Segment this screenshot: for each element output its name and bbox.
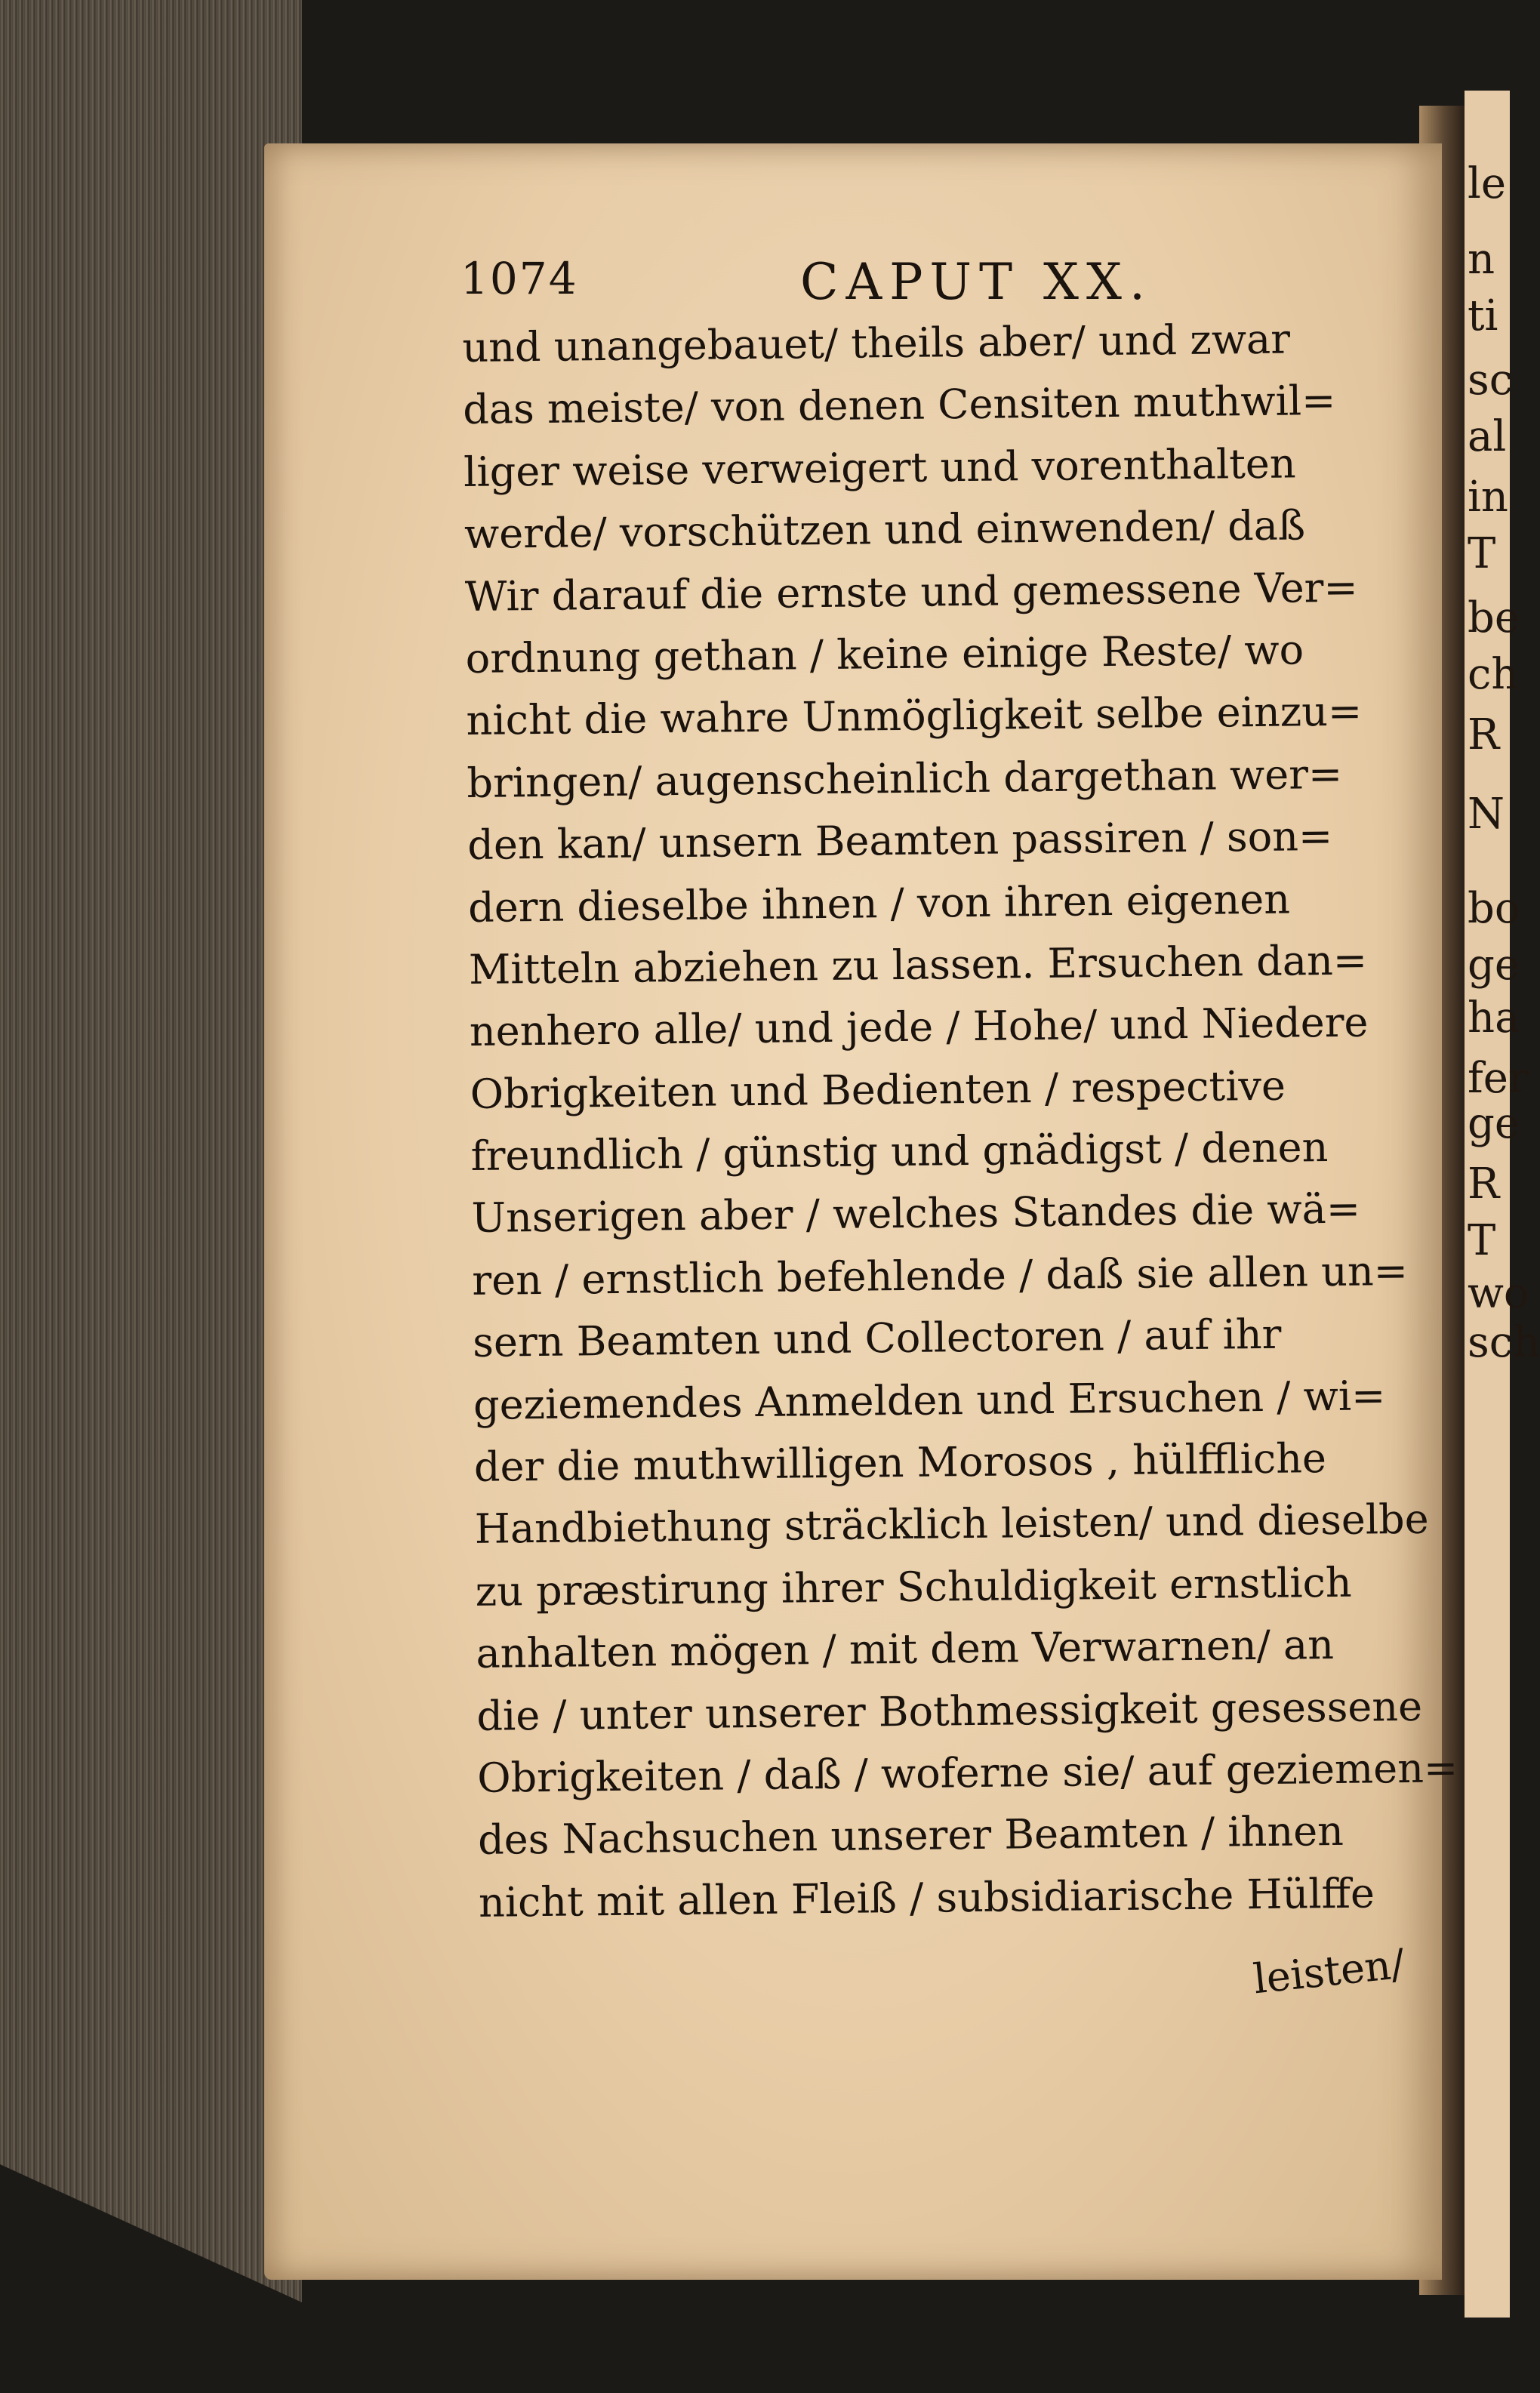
text-line: den kan/ unsern Beamten passiren / son=	[467, 812, 1333, 870]
text-line: freundlich / günstig und gnädigst / denen	[470, 1123, 1329, 1181]
text-line: Obrigkeiten und Bedienten / respective	[470, 1061, 1286, 1118]
text-line: Wir darauf die ernste und gemessene Ver=	[464, 563, 1358, 621]
adjacent-fragment: be	[1468, 593, 1520, 642]
adjacent-fragment: T	[1468, 1216, 1496, 1265]
text-line: Handbiethung sträcklich leisten/ und dieselbe	[474, 1495, 1429, 1554]
adjacent-fragment: wo	[1468, 1269, 1529, 1318]
page-edges	[0, 0, 302, 2302]
adjacent-fragment: sch	[1468, 1318, 1540, 1367]
adjacent-fragment: ge	[1468, 941, 1520, 990]
adjacent-fragment: sc	[1468, 356, 1514, 405]
adjacent-fragment: n	[1468, 235, 1495, 284]
adjacent-fragment: bo	[1468, 884, 1520, 933]
adjacent-fragment: ha	[1468, 993, 1520, 1043]
adjacent-fragment: le	[1468, 159, 1507, 208]
text-line: nenhero alle/ und jede / Hohe/ und Niedere	[469, 998, 1369, 1056]
adjacent-fragment: ch	[1468, 650, 1519, 699]
text-line: und unangebauet/ theils aber/ und zwar	[462, 315, 1291, 371]
text-line: Obrigkeiten / daß / woferne sie/ auf geziemen=	[476, 1744, 1458, 1802]
text-line: der die muthwilligen Morosos , hülffliche	[473, 1434, 1327, 1491]
text-line: liger weise verweigert und vorenthalten	[463, 439, 1296, 496]
adjacent-fragment: fer	[1468, 1054, 1529, 1103]
adjacent-fragment: ge	[1468, 1099, 1520, 1148]
text-line: werde/ vorschützen und einwenden/ daß	[464, 501, 1306, 559]
text-line: anhalten mögen / mit dem Verwarnen/ an	[476, 1621, 1335, 1678]
text-line: das meiste/ von denen Censiten muthwil=	[462, 377, 1336, 434]
text-line: zu præstirung ihrer Schuldigkeit ernstlich	[475, 1558, 1352, 1615]
text-line: nicht mit allen Fleiß / subsidiarische Hülffe	[478, 1869, 1375, 1926]
text-line: nicht die wahre Unmögligkeit selbe einzu=	[466, 687, 1363, 745]
text-line: geziemendes Anmelden und Ersuchen / wi=	[473, 1371, 1386, 1429]
running-head: CAPUT XX.	[800, 253, 1153, 311]
page-number: 1074	[460, 253, 578, 304]
text-line: dern dieselbe ihnen / von ihren eigenen	[467, 875, 1291, 932]
adjacent-fragment: R	[1468, 710, 1500, 759]
text-line: bringen/ augenscheinlich dargethan wer=	[467, 750, 1343, 807]
adjacent-fragment: R	[1468, 1160, 1500, 1209]
adjacent-fragment: al	[1468, 412, 1507, 461]
text-line: ren / ernstlich befehlende / daß sie allen un=	[472, 1246, 1409, 1304]
catchword: leisten/	[1251, 1939, 1407, 2003]
adjacent-fragment: T	[1468, 529, 1496, 578]
adjacent-fragment: in	[1468, 473, 1508, 522]
text-line: ordnung gethan / keine einige Reste/ wo	[465, 626, 1304, 682]
page-body-text	[462, 307, 1458, 1934]
adjacent-page	[1465, 91, 1540, 2318]
text-line: die / unter unserer Bothmessigkeit gesessene	[476, 1682, 1423, 1740]
adjacent-fragment: ti	[1468, 291, 1498, 340]
text-line: des Nachsuchen unserer Beamten / ihnen	[477, 1807, 1344, 1865]
text-line: Mitteln abziehen zu lassen. Ersuchen dan=	[468, 936, 1368, 993]
text-line: sern Beamten und Collectoren / auf ihr	[472, 1310, 1282, 1367]
adjacent-fragment: N	[1468, 790, 1505, 839]
text-line: Unserigen aber / welches Standes die wä=	[471, 1185, 1361, 1243]
